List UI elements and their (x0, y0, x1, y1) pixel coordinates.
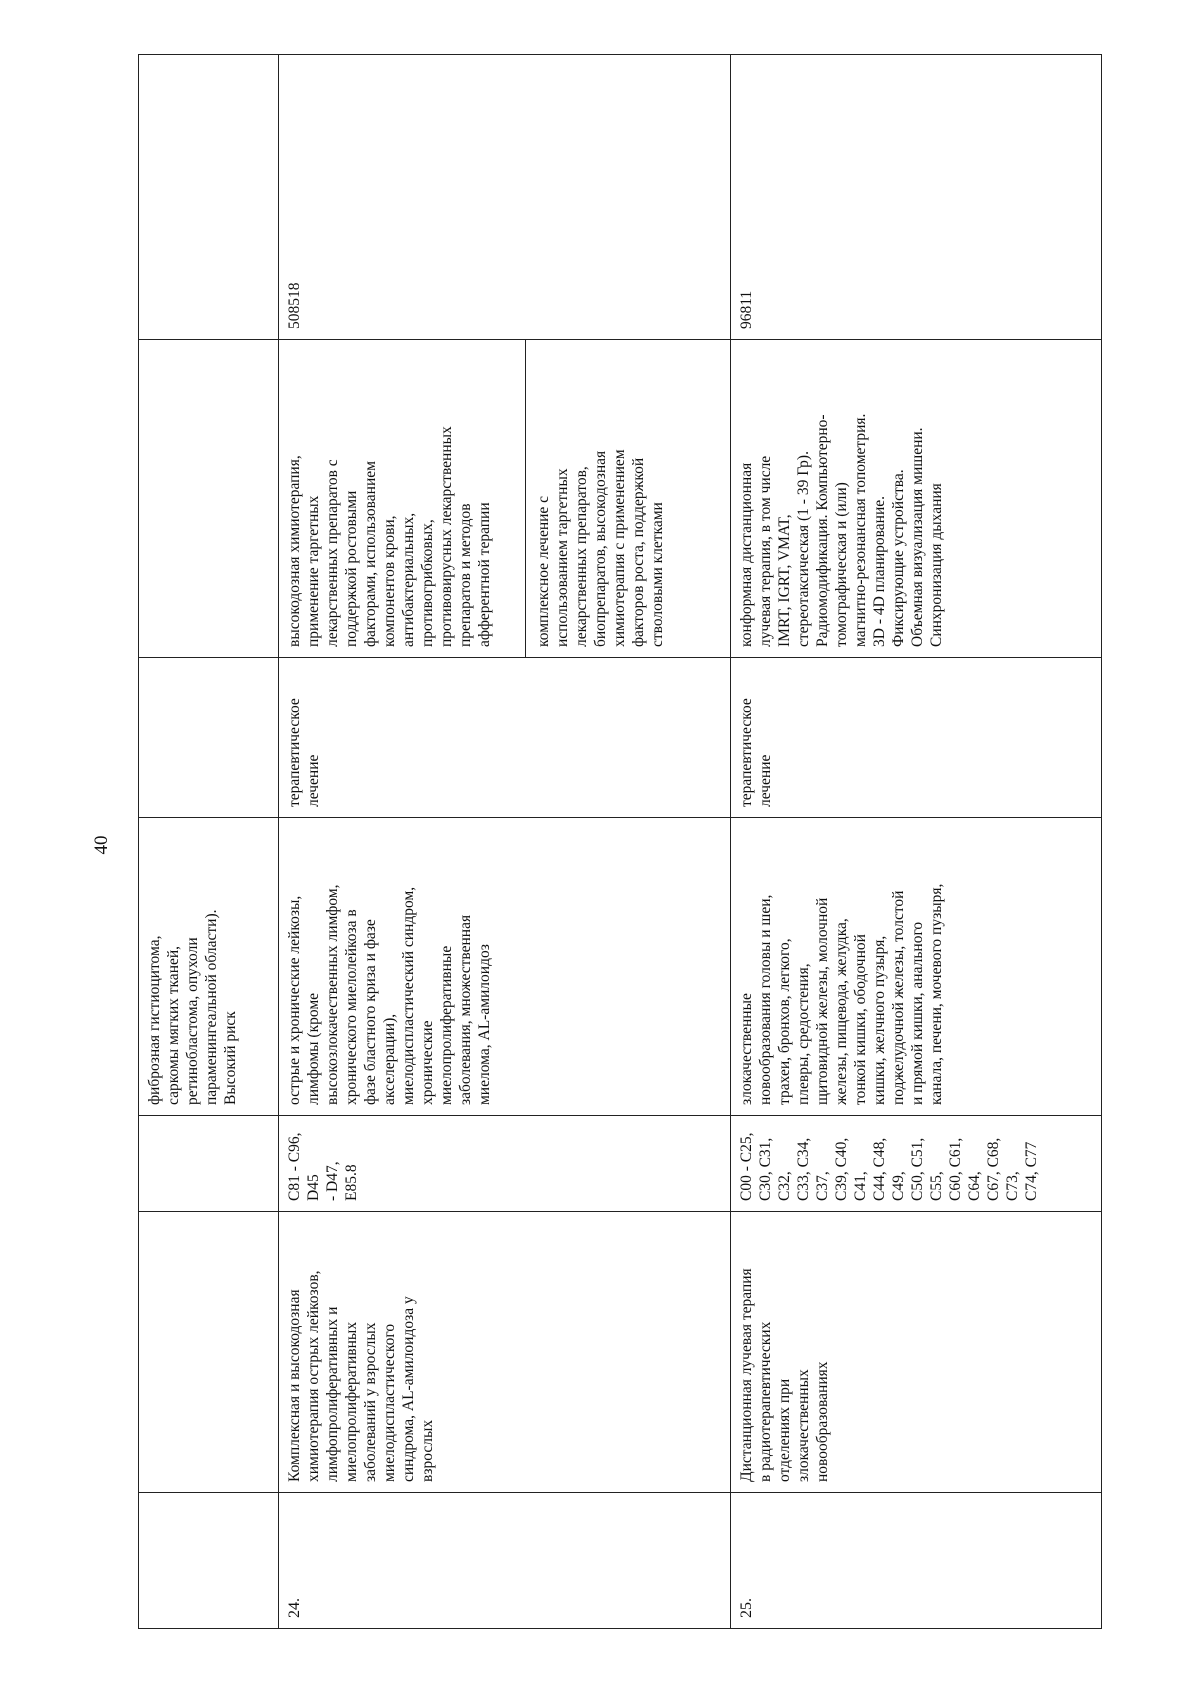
disease-model: фиброзная гистиоцитома, саркомы мягких тканей, ретинобластома, опухоли параменингеальной области). Высокий риск (139, 818, 279, 1116)
rotated-table-container (138, 55, 1101, 1629)
treatment-methods-cell (279, 340, 731, 658)
treatment-method: комплексное лечение с использованием таргетных лекарственных препаратов, биопрепаратов, высокодозная химиотерапия с применением факторов роста, поддержкой стволовыми клетками (534, 449, 666, 647)
treatment-type (139, 658, 279, 818)
table-row (279, 55, 731, 1629)
disease-model: злокачественные новообразования головы и шеи, трахеи, бронхов, легкого, плевры, средостения, щитовидной железы, молочной железы, пищевода, желудка, тонкой кишки, ободочной кишки, желчного пузыря, поджелудочной железы, толстой и прямой кишки, анального канала, печени, мочевого пузыря, (731, 818, 1102, 1116)
table-row (731, 55, 1102, 1629)
treatment-method: конформная дистанционная лучевая терапия, в том числе IMRT, IGRT, VMAT, стереотаксическая (1 - 39 Гр). Радиомодификация. Компьютерно- томографическая и (или) магнитно-резонансная топометрия. 3D - 4D планирование. Фиксирующие устройства. Объемная визуализация мишени. Синхронизация дыхания (731, 340, 1102, 658)
treatment-method (139, 340, 279, 658)
icd-codes: C00 - C25, C30, C31, C32, C33, C34, C37, C39, C40, C41, C44, C48, C49, C50, C51, C55, C60, C61, C64, C67, C68, C73, C74, C77 (731, 1116, 1102, 1212)
treatment-methods-subtable (285, 340, 730, 657)
service-name (139, 1212, 279, 1493)
treatment-method: высокодозная химиотерапия, применение таргетных лекарственных препаратов с поддержкой ростовыми факторами, использованием компонентов крови, антибактериальных, противогрибковых, противовирусных лекарственных препаратов и методов афферентной терапии (285, 340, 525, 657)
service-name: Дистанционная лучевая терапия в радиотерапевтических отделениях при злокачественных новообразованиях (731, 1212, 1102, 1493)
row-number (139, 1493, 279, 1629)
treatment-type: терапевтическое лечение (731, 658, 1102, 818)
method-row (525, 340, 730, 657)
row-number: 25. (731, 1493, 1102, 1629)
medical-services-table (138, 54, 1102, 1629)
service-name: Комплексная и высокодозная химиотерапия острых лейкозов, лимфопролиферативных и миелопролиферативных заболеваний у взрослых миелодиспластического синдрома, AL-амилоидоза у взрослых (279, 1212, 731, 1493)
page-number: 40 (91, 835, 112, 855)
row-number: 24. (279, 1493, 731, 1629)
disease-model: острые и хронические лейкозы, лимфомы (кроме высокозлокачественных лимфом, хронического миелолейкоза в фазе бластного криза и фазе акселерации), миелодиспластический синдром, хронические миелопролиферативные заболевания, множественная миелома, AL-амилоидоз (279, 818, 731, 1116)
treatment-type: терапевтическое лечение (279, 658, 731, 818)
icd-codes (139, 1116, 279, 1212)
cost: 508518 (279, 55, 731, 340)
cost: 96811 (731, 55, 1102, 340)
cost (139, 55, 279, 340)
method-row (285, 340, 525, 657)
table-row (139, 55, 279, 1629)
icd-codes: C81 - C96, D45 - D47, E85.8 (279, 1116, 731, 1212)
